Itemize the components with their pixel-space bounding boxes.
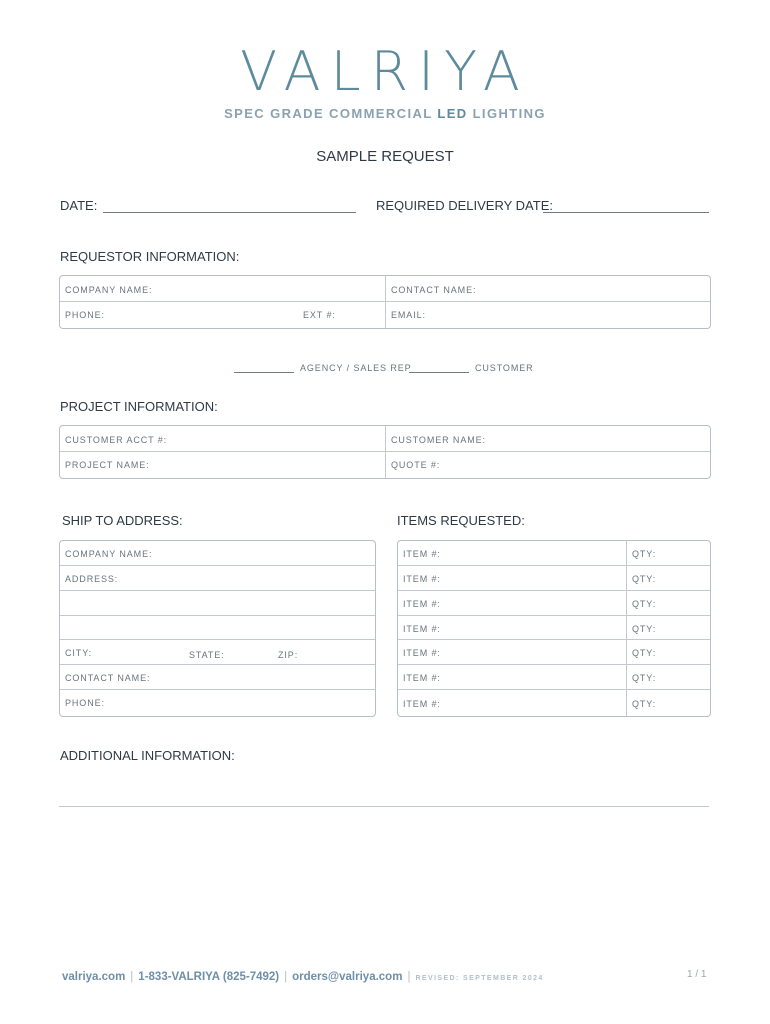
quote-field[interactable]: QUOTE #: <box>391 460 441 470</box>
item-field-1[interactable]: ITEM #: <box>403 549 441 559</box>
qty-field-2[interactable]: QTY: <box>632 574 657 584</box>
page-number: 1 / 1 <box>687 969 707 980</box>
project-heading: PROJECT INFORMATION: <box>60 399 218 414</box>
required-delivery-field[interactable] <box>543 212 709 213</box>
additional-info-field[interactable] <box>59 770 709 807</box>
project-name-field[interactable]: PROJECT NAME: <box>65 460 150 470</box>
item-field-2[interactable]: ITEM #: <box>403 574 441 584</box>
items-heading: ITEMS REQUESTED: <box>397 513 525 528</box>
ship-table <box>59 540 376 717</box>
item-field-4[interactable]: ITEM #: <box>403 624 441 634</box>
row-divider <box>60 689 375 690</box>
qty-field-6[interactable]: QTY: <box>632 673 657 683</box>
customer-checkline[interactable] <box>409 372 469 373</box>
column-divider <box>385 426 386 478</box>
ship-company-name-field[interactable]: COMPANY NAME: <box>65 549 153 559</box>
row-divider <box>60 565 375 566</box>
row-divider <box>398 565 710 566</box>
brand-wordmark: VALRIYA <box>240 40 530 103</box>
qty-field-5[interactable]: QTY: <box>632 648 657 658</box>
ship-zip-field[interactable]: ZIP: <box>278 650 299 660</box>
footer-email[interactable]: orders@valriya.com <box>292 971 403 983</box>
qty-field-1[interactable]: QTY: <box>632 549 657 559</box>
additional-heading: ADDITIONAL INFORMATION: <box>60 748 235 763</box>
tagline-pre: SPEC GRADE COMMERCIAL <box>224 106 438 121</box>
date-label: DATE: <box>60 198 98 213</box>
requestor-contact-name-field[interactable]: CONTACT NAME: <box>391 285 477 295</box>
brand-tagline <box>0 106 770 121</box>
requestor-table <box>59 275 711 329</box>
items-table <box>397 540 711 717</box>
ship-address-line-3[interactable] <box>60 616 375 638</box>
requestor-ext-field[interactable]: EXT #: <box>303 310 336 320</box>
footer-website[interactable]: valriya.com <box>62 971 126 983</box>
row-divider <box>398 615 710 616</box>
item-field-6[interactable]: ITEM #: <box>403 673 441 683</box>
ship-heading: SHIP TO ADDRESS: <box>62 513 183 528</box>
agency-checkline[interactable] <box>234 372 294 373</box>
row-divider <box>60 639 375 640</box>
row-divider <box>398 664 710 665</box>
ship-state-field[interactable]: STATE: <box>189 650 225 660</box>
customer-label: CUSTOMER <box>475 363 534 373</box>
footer-phone: 1-833-VALRIYA (825-7492) <box>138 971 280 983</box>
customer-acct-field[interactable]: CUSTOMER ACCT #: <box>65 435 168 445</box>
row-divider <box>398 689 710 690</box>
footer-contact <box>62 971 544 983</box>
ship-address-field[interactable]: ADDRESS: <box>65 574 119 584</box>
requestor-company-name-field[interactable]: COMPANY NAME: <box>65 285 153 295</box>
agency-label: AGENCY / SALES REP <box>300 363 412 373</box>
footer-separator: | <box>130 971 134 983</box>
footer-revised: REVISED: SEPTEMBER 2024 <box>415 975 544 982</box>
qty-field-4[interactable]: QTY: <box>632 624 657 634</box>
requestor-heading: REQUESTOR INFORMATION: <box>60 249 240 264</box>
requestor-phone-field[interactable]: PHONE: <box>65 310 105 320</box>
item-field-5[interactable]: ITEM #: <box>403 648 441 658</box>
footer-separator: | <box>284 971 288 983</box>
row-divider <box>398 639 710 640</box>
qty-field-3[interactable]: QTY: <box>632 599 657 609</box>
tagline-post: LIGHTING <box>467 106 546 121</box>
ship-contact-name-field[interactable]: CONTACT NAME: <box>65 673 151 683</box>
form-title: SAMPLE REQUEST <box>316 148 454 165</box>
footer-separator: | <box>407 971 411 983</box>
customer-name-field[interactable]: CUSTOMER NAME: <box>391 435 486 445</box>
qty-field-7[interactable]: QTY: <box>632 699 657 709</box>
tagline-led: LED <box>437 106 468 121</box>
ship-city-field[interactable]: CITY: <box>65 648 93 658</box>
item-field-7[interactable]: ITEM #: <box>403 699 441 709</box>
ship-phone-field[interactable]: PHONE: <box>65 698 105 708</box>
project-table <box>59 425 711 479</box>
ship-address-line-2[interactable] <box>60 591 375 614</box>
column-divider <box>385 276 386 328</box>
row-divider <box>398 590 710 591</box>
required-delivery-label: REQUIRED DELIVERY DATE: <box>376 198 553 213</box>
item-field-3[interactable]: ITEM #: <box>403 599 441 609</box>
date-field[interactable] <box>103 212 356 213</box>
requestor-email-field[interactable]: EMAIL: <box>391 310 426 320</box>
row-divider <box>60 664 375 665</box>
